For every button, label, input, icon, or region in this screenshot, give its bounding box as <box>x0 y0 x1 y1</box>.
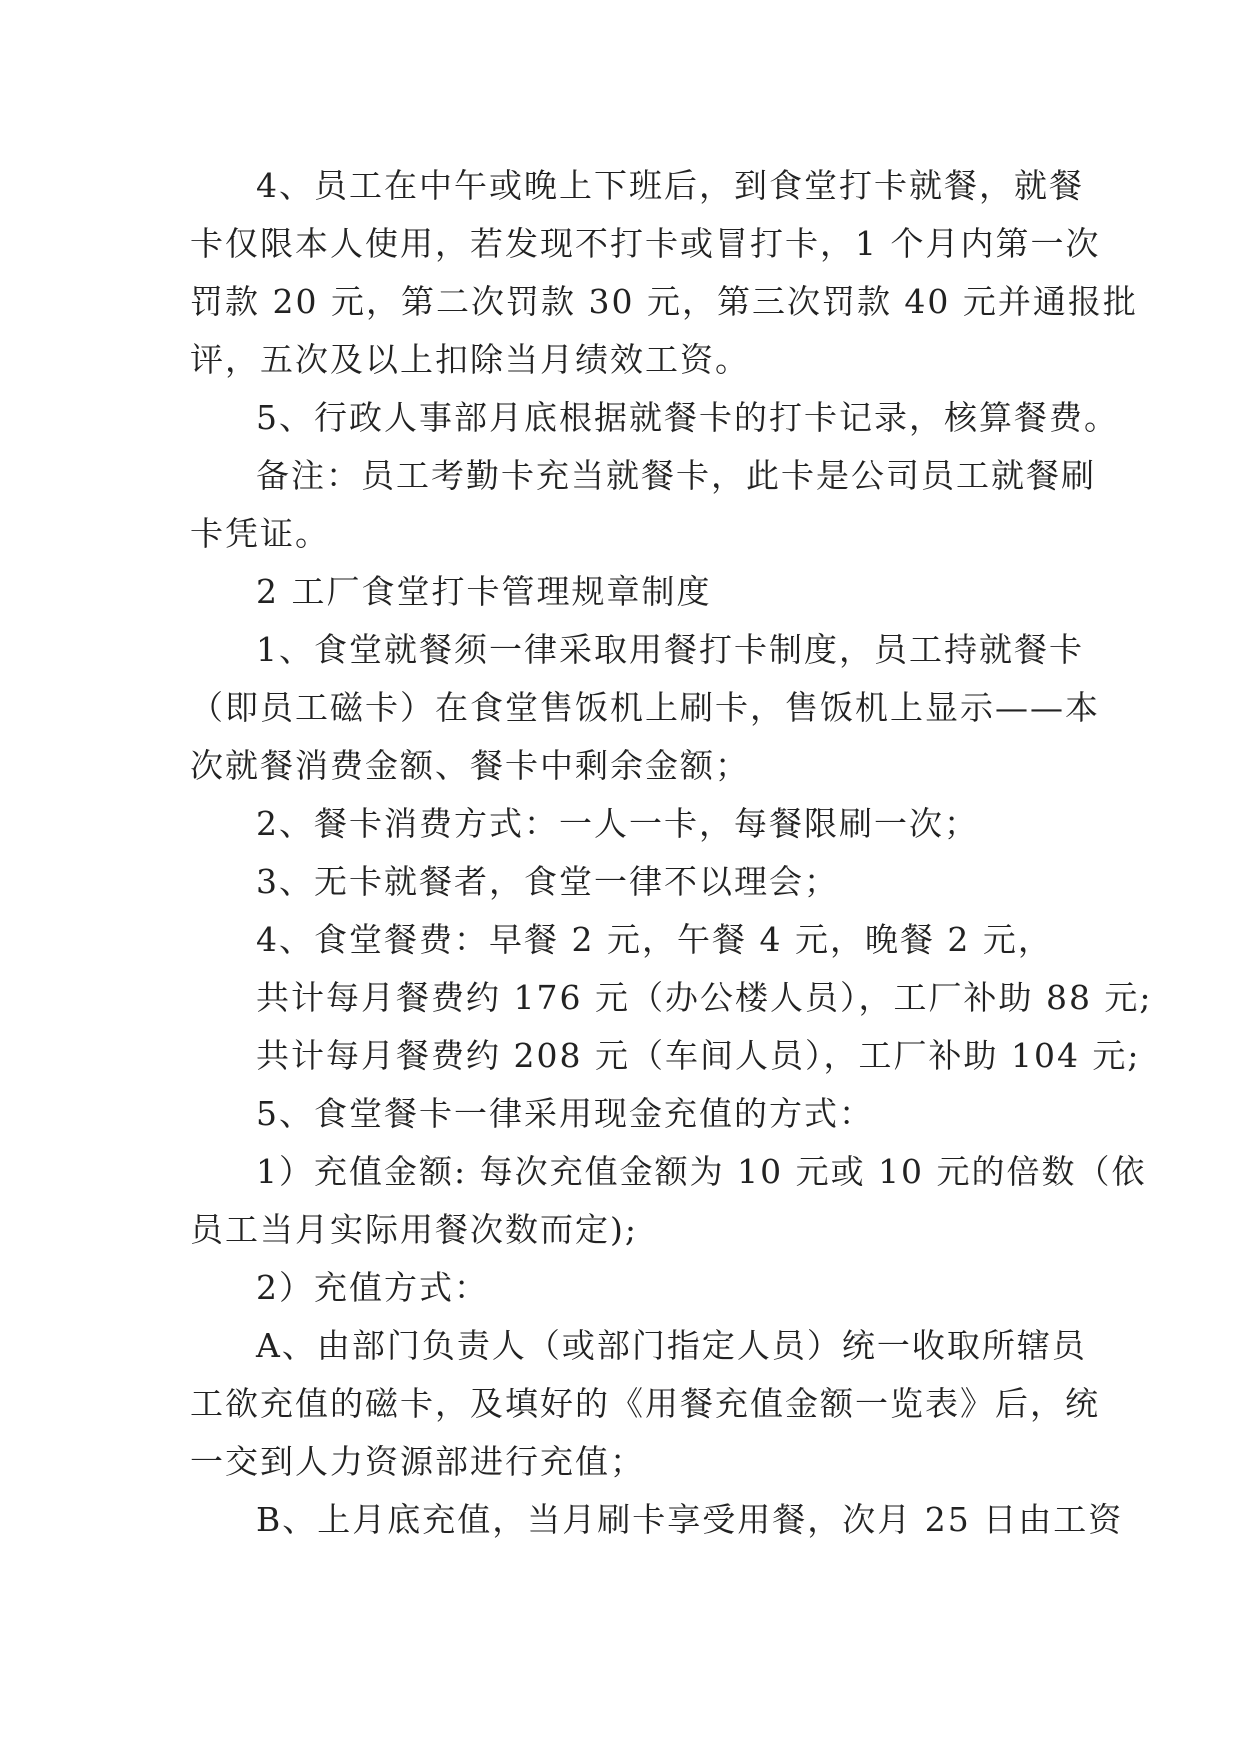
section-heading: 2 工厂食堂打卡管理规章制度 <box>256 572 712 611</box>
text-line: 共计每月餐费约 208 元（车间人员），工厂补助 104 元; <box>256 1036 1141 1075</box>
text-line: （即员工磁卡）在食堂售饭机上刷卡，售饭机上显示——本 <box>190 688 1100 727</box>
text-line: 1、食堂就餐须一律采取用餐打卡制度，员工持就餐卡 <box>256 630 1084 669</box>
text-line: 员工当月实际用餐次数而定); <box>190 1210 638 1249</box>
text-line: 3、无卡就餐者，食堂一律不以理会； <box>256 862 839 901</box>
text-line: 罚款 20 元，第二次罚款 30 元，第三次罚款 40 元并通报批 <box>190 282 1138 321</box>
text-line: 1）充值金额: 每次充值金额为 10 元或 10 元的倍数（依 <box>256 1152 1147 1191</box>
text-line: 卡仅限本人使用，若发现不打卡或冒打卡，1 个月内第一次 <box>190 224 1101 263</box>
text-line: 4、食堂餐费：早餐 2 元，午餐 4 元，晚餐 2 元， <box>256 920 1053 959</box>
document-body <box>190 157 1153 1549</box>
text-line: 卡凭证。 <box>190 514 330 553</box>
text-line: 一交到人力资源部进行充值； <box>190 1442 645 1481</box>
text-line: 共计每月餐费约 176 元（办公楼人员），工厂补助 88 元; <box>256 978 1153 1017</box>
text-line: B、上月底充值，当月刷卡享受用餐，次月 25 日由工资 <box>256 1500 1124 1539</box>
text-line: A、由部门负责人（或部门指定人员）统一收取所辖员 <box>256 1326 1087 1365</box>
text-line: 次就餐消费金额、餐卡中剩余金额； <box>190 746 750 785</box>
text-line: 工欲充值的磁卡，及填好的《用餐充值金额一览表》后，统 <box>190 1384 1100 1423</box>
text-line: 2、餐卡消费方式：一人一卡，每餐限刷一次； <box>256 804 979 843</box>
text-line: 评，五次及以上扣除当月绩效工资。 <box>190 340 750 379</box>
text-line: 5、食堂餐卡一律采用现金充值的方式： <box>256 1094 874 1133</box>
text-line: 备注：员工考勤卡充当就餐卡，此卡是公司员工就餐刷 <box>256 456 1096 495</box>
text-line: 4、员工在中午或晚上下班后，到食堂打卡就餐，就餐 <box>256 166 1084 205</box>
text-line: 2）充值方式： <box>256 1268 489 1307</box>
text-line: 5、行政人事部月底根据就餐卡的打卡记录，核算餐费。 <box>256 398 1119 437</box>
